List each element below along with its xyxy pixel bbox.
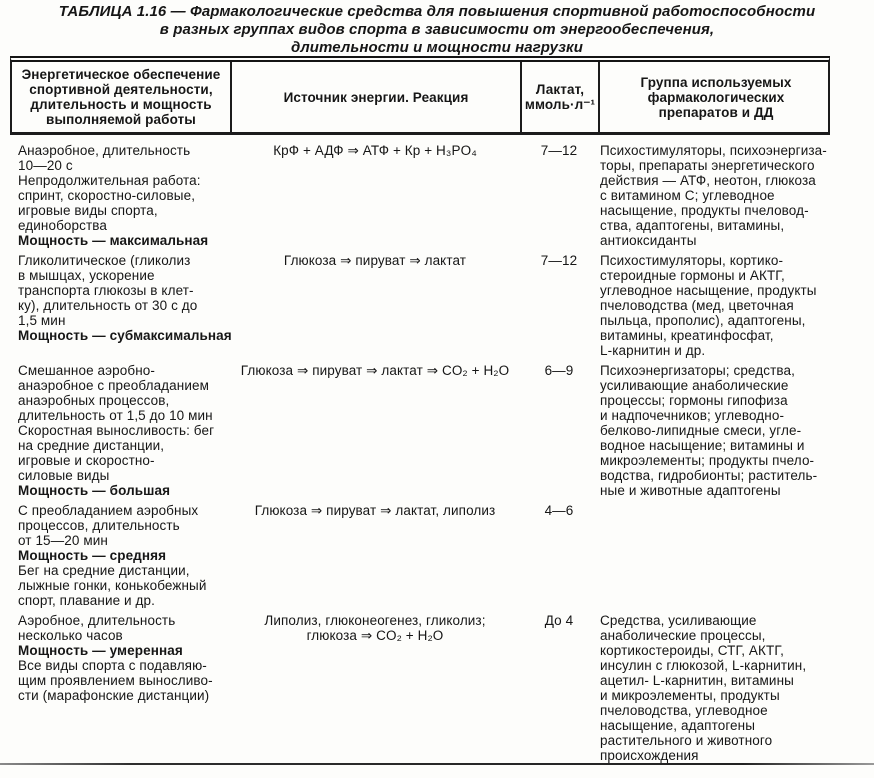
drugs-text-line: водства, гидробионты; раститель-: [600, 468, 818, 483]
energy-text-line: Непродолжительная работа:: [18, 173, 201, 188]
drugs-text-line: кортикостероиды, СТГ, АКТГ,: [600, 643, 784, 658]
drugs-text-line: Психостимуляторы, кортико-: [600, 253, 784, 268]
energy-text-line: Мощность — большая: [18, 483, 171, 498]
lactate-value: 4—6: [544, 503, 574, 518]
energy-text-line: лыжные гонки, конькобежный: [18, 578, 207, 593]
table-header-row: [10, 56, 830, 135]
drugs-text-line: с витамином С; углеводное: [600, 188, 775, 203]
reaction-text-line: Глюкоза ⇒ пируват ⇒ лактат ⇒ CO₂ + H₂O: [240, 363, 510, 378]
lactate-value: До 4: [544, 613, 574, 628]
lactate-value: 7—12: [540, 253, 578, 268]
reaction-text-line: Глюкоза ⇒ пируват ⇒ лактат: [283, 253, 467, 268]
lactate-cell: [520, 503, 598, 608]
energy-text-line: анаэробных процессов,: [18, 393, 170, 408]
lactate-value: 7—12: [540, 143, 578, 158]
energy-cell: [10, 613, 230, 763]
energy-text-line: 10—20 с: [18, 158, 73, 173]
energy-text-line: С преобладанием аэробных: [18, 503, 199, 518]
drugs-text-line: ацетил- L-карнитин, витамины: [600, 673, 794, 688]
pharmacology-table: [10, 56, 830, 768]
drugs-text-line: происхождения: [600, 748, 699, 763]
energy-text-line: процессов, длительность: [18, 518, 180, 533]
header-text-line: длительность и мощность: [30, 97, 212, 112]
energy-text-line: Скоростная выносливость: бег: [18, 423, 215, 438]
header-text-line: фармакологических: [647, 89, 785, 105]
reaction-text-line: КрФ + АДФ ⇒ АТФ + Кр + H₃PO₄: [273, 143, 477, 158]
drugs-text-line: насыщение, адаптогены: [600, 718, 756, 733]
energy-text-line: на средние дистанции,: [18, 438, 165, 453]
drugs-cell: [598, 503, 830, 608]
header-text-line: Лактат,: [535, 82, 585, 97]
header-text-line: спортивной деятельности,: [29, 82, 213, 97]
table-row: [10, 253, 830, 358]
drugs-text-line: действия — АТФ, неотон, глюкоза: [600, 173, 816, 188]
energy-text-line: Бег на средние дистанции,: [18, 563, 190, 578]
drugs-text-line: насыщение, продукты пчеловод-: [600, 203, 809, 218]
energy-text-line: игровые виды спорта,: [18, 203, 158, 218]
energy-text-line: спорт, плавание и др.: [18, 593, 155, 608]
drugs-text-line: инсулин с глюкозой, L-карнитин,: [600, 658, 807, 673]
energy-text-line: 1,5 мин: [18, 313, 66, 328]
energy-text-line: Аэробное, длительность: [18, 613, 176, 628]
drugs-text-line: Психоэнергизаторы; средства,: [600, 363, 795, 378]
energy-text-line: силовые виды: [18, 468, 110, 483]
lactate-cell: [520, 363, 598, 498]
table-body: [10, 135, 830, 763]
energy-text-line: Мощность — умеренная: [18, 643, 183, 658]
energy-text-line: Смешанное аэробно-: [18, 363, 155, 378]
energy-text-line: транспорта глюкозы в клет-: [18, 283, 194, 298]
reaction-cell: [230, 613, 520, 763]
table-caption-line-3: длительности и мощности нагрузки: [290, 39, 584, 56]
drugs-text-line: белково-липидные смеси, угле-: [600, 423, 802, 438]
drugs-text-line: водное насыщение; витамины и: [600, 438, 805, 453]
table-row: [10, 613, 830, 763]
drugs-text-line: пыльца, прополис), адаптогены,: [600, 313, 806, 328]
energy-text-line: спринт, скоростно-силовые,: [18, 188, 196, 203]
drugs-text-line: и надпочечников; углеводно-: [600, 408, 785, 423]
energy-cell: [10, 253, 230, 358]
reaction-text-line: Глюкоза ⇒ пируват ⇒ лактат, липолиз: [254, 503, 496, 518]
energy-text-line: от 15—20 мин: [18, 533, 108, 548]
energy-text-line: анаэробное с преобладанием: [18, 378, 209, 393]
energy-text-line: Мощность — субмаксимальная: [18, 328, 232, 343]
header-cell-lactate: [522, 62, 600, 132]
energy-text-line: в мышцах, ускорение: [18, 268, 155, 283]
table-row: [10, 143, 830, 248]
energy-text-line: Все виды спорта с подавляю-: [18, 658, 207, 673]
energy-text-line: несколько часов: [18, 628, 123, 643]
bottom-rule: [0, 763, 874, 765]
drugs-text-line: микроэлементы; продукты пчело-: [600, 453, 815, 468]
energy-cell: [10, 503, 230, 608]
drugs-text-line: стероидные гормоны и АКТГ,: [600, 268, 785, 283]
energy-text-line: длительность от 1,5 до 10 мин: [18, 408, 213, 423]
drugs-cell: [598, 363, 830, 498]
energy-text-line: ку), длительность от 30 с до: [18, 298, 198, 313]
reaction-cell: [230, 363, 520, 498]
table-caption-line-2: в разных группах видов спорта в зависимости от энергообеспечения,: [159, 21, 715, 38]
energy-cell: [10, 143, 230, 248]
drugs-text-line: процессы; гормоны гипофиза: [600, 393, 788, 408]
drugs-text-line: ства, адаптогены, витамины,: [600, 218, 785, 233]
reaction-text-line: глюкоза ⇒ CO₂ + H₂O: [306, 628, 444, 643]
drugs-text-line: L-карнитин и др.: [600, 343, 706, 358]
energy-text-line: единоборства: [18, 218, 108, 233]
reaction-cell: [230, 503, 520, 608]
header-text-line: Источник энергии. Реакция: [283, 89, 469, 105]
header-text-line: ммоль·л⁻¹: [524, 97, 596, 112]
drugs-text-line: торы, препараты энергетического: [600, 158, 815, 173]
reaction-text-line: Липолиз, глюконеогенез, гликолиз;: [264, 613, 486, 628]
drugs-text-line: витамины, креатинфосфат,: [600, 328, 774, 343]
table-row: [10, 363, 830, 498]
lactate-value: 6—9: [544, 363, 574, 378]
drugs-text-line: анаболические процессы,: [600, 628, 766, 643]
lactate-cell: [520, 253, 598, 358]
drugs-text-line: Средства, усиливающие: [600, 613, 757, 628]
energy-text-line: Мощность — средняя: [18, 548, 167, 563]
header-cell-source: [232, 62, 522, 132]
drugs-cell: [598, 613, 830, 763]
header-text-line: Энергетическое обеспечение: [21, 67, 221, 82]
reaction-cell: [230, 143, 520, 248]
drugs-text-line: углеводное насыщение, продукты: [600, 283, 817, 298]
drugs-text-line: и микроэлементы, продукты: [600, 688, 780, 703]
energy-text-line: щим проявлением выносливо-: [18, 673, 213, 688]
drugs-text-line: усиливающие анаболические: [600, 378, 789, 393]
energy-text-line: игровые и скоростно-: [18, 453, 155, 468]
drugs-text-line: ные и животные адаптогены: [600, 483, 781, 498]
energy-text-line: Мощность — максимальная: [18, 233, 209, 248]
energy-cell: [10, 363, 230, 498]
header-cell-energy: [12, 62, 232, 132]
energy-text-line: Анаэробное, длительность: [18, 143, 191, 158]
drugs-text-line: пчеловодства (мед, цветочная: [600, 298, 794, 313]
energy-text-line: Гликолитическое (гликолиз: [18, 253, 191, 268]
drugs-text-line: Психостимуляторы, психоэнергиза-: [600, 143, 827, 158]
drugs-text-line: пчеловодства, углеводное: [600, 703, 768, 718]
header-text-line: Группа используемых: [640, 74, 792, 90]
drugs-text-line: антиоксиданты: [600, 233, 697, 248]
header-text-line: выполняемой работы: [46, 112, 196, 127]
table-row: [10, 503, 830, 608]
drugs-cell: [598, 253, 830, 358]
drugs-text-line: растительного и животного: [600, 733, 773, 748]
table-caption-line-1: ТАБЛИЦА 1.16 — Фармакологические средства для повышения спортивной работоспособности: [58, 3, 816, 20]
lactate-cell: [520, 613, 598, 763]
drugs-cell: [598, 143, 830, 248]
lactate-cell: [520, 143, 598, 248]
header-text-line: препаратов и ДД: [658, 104, 774, 120]
table-caption: [0, 0, 874, 57]
energy-text-line: сти (марафонские дистанции): [18, 688, 210, 703]
header-cell-drugs: [600, 62, 832, 132]
reaction-cell: [230, 253, 520, 358]
